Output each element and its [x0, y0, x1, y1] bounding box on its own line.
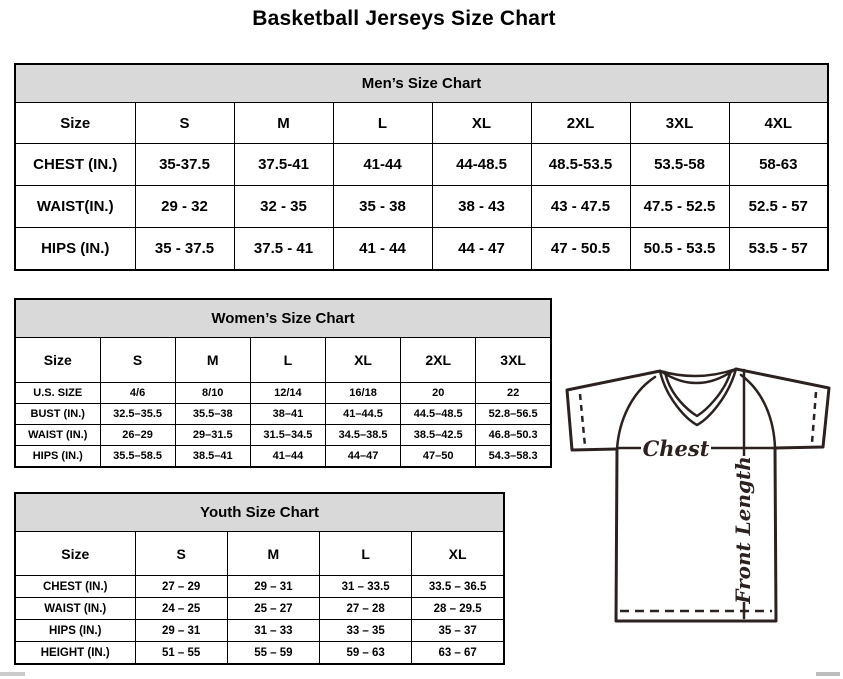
chest-label: Chest [642, 436, 710, 461]
row-label: HIPS (IN.) [15, 228, 135, 271]
table-row [15, 598, 504, 620]
row-label: WAIST (IN.) [15, 598, 135, 620]
size-col-header: L [320, 532, 412, 576]
table-cell: 52.8–56.5 [476, 404, 551, 425]
table-cell: 38.5–42.5 [401, 425, 476, 446]
size-col-header: 3XL [630, 103, 729, 144]
table-cell: 52.5 - 57 [729, 186, 828, 228]
table-cell: 55 – 59 [227, 642, 319, 665]
table-cell: 41-44 [333, 144, 432, 186]
table-cell: 38–41 [250, 404, 325, 425]
table-cell: 8/10 [175, 383, 250, 404]
size-col-header: S [135, 103, 234, 144]
table-row [15, 186, 828, 228]
table-cell: 63 – 67 [412, 642, 504, 665]
table-cell: 31 – 33 [227, 620, 319, 642]
table-cell: 41–44.5 [325, 404, 400, 425]
row-label: BUST (IN.) [15, 404, 100, 425]
size-col-header: XL [325, 338, 400, 383]
size-col-header: M [227, 532, 319, 576]
table-cell: 25 – 27 [227, 598, 319, 620]
size-col-header: S [100, 338, 175, 383]
table-cell: 41 - 44 [333, 228, 432, 271]
table-row [15, 228, 828, 271]
page-title: Basketball Jerseys Size Chart [252, 7, 556, 30]
table-cell: 29 – 31 [135, 620, 227, 642]
table-cell: 59 – 63 [320, 642, 412, 665]
table-cell: 22 [476, 383, 551, 404]
youth-size-table [14, 492, 505, 665]
table-cell: 38.5–41 [175, 446, 250, 468]
table-cell: 47.5 - 52.5 [630, 186, 729, 228]
table-cell: 44-48.5 [432, 144, 531, 186]
table-cell: 58-63 [729, 144, 828, 186]
table-cell: 20 [401, 383, 476, 404]
table-cell: 44.5–48.5 [401, 404, 476, 425]
table-cell: 31.5–34.5 [250, 425, 325, 446]
jersey-right-armhole-seam [741, 375, 775, 448]
bottom-left-fragment [0, 672, 25, 676]
size-header-cell: Size [15, 338, 100, 383]
size-col-header: XL [432, 103, 531, 144]
table-cell: 53.5 - 57 [729, 228, 828, 271]
row-label: U.S. SIZE [15, 383, 100, 404]
table-row [15, 299, 551, 338]
table-row [15, 383, 551, 404]
mens-size-table [14, 63, 829, 271]
table-cell: 41–44 [250, 446, 325, 468]
table-cell: 48.5-53.5 [531, 144, 630, 186]
table-cell: 47 - 50.5 [531, 228, 630, 271]
table-row [15, 64, 828, 103]
table-cell: 33.5 – 36.5 [412, 576, 504, 598]
size-col-header: XL [412, 532, 504, 576]
table-cell: 35 – 37 [412, 620, 504, 642]
bottom-right-fragment [816, 672, 840, 676]
size-header-cell: Size [15, 532, 135, 576]
size-col-header: 2XL [401, 338, 476, 383]
size-col-header: M [234, 103, 333, 144]
row-label: HIPS (IN.) [15, 620, 135, 642]
table-row [15, 576, 504, 598]
table-cell: 44 - 47 [432, 228, 531, 271]
table-cell: 37.5-41 [234, 144, 333, 186]
womens-size-table [14, 298, 552, 468]
table-cell: 29–31.5 [175, 425, 250, 446]
table-cell: 16/18 [325, 383, 400, 404]
table-cell: 35 - 38 [333, 186, 432, 228]
table-cell: 35.5–38 [175, 404, 250, 425]
table-row [15, 446, 551, 468]
youth-table-title: Youth Size Chart [15, 493, 504, 532]
row-label: WAIST(IN.) [15, 186, 135, 228]
table-cell: 43 - 47.5 [531, 186, 630, 228]
table-cell: 32.5–35.5 [100, 404, 175, 425]
table-cell: 27 – 29 [135, 576, 227, 598]
table-row [15, 620, 504, 642]
table-cell: 38 - 43 [432, 186, 531, 228]
table-cell: 47–50 [401, 446, 476, 468]
table-cell: 4/6 [100, 383, 175, 404]
table-cell: 44–47 [325, 446, 400, 468]
table-row [15, 103, 828, 144]
womens-table-title: Women’s Size Chart [15, 299, 551, 338]
table-cell: 35-37.5 [135, 144, 234, 186]
table-cell: 33 – 35 [320, 620, 412, 642]
front-length-label: Front Length [731, 456, 755, 604]
table-row [15, 493, 504, 532]
row-label: WAIST (IN.) [15, 425, 100, 446]
size-col-header: 3XL [476, 338, 551, 383]
table-cell: 27 – 28 [320, 598, 412, 620]
table-cell: 37.5 - 41 [234, 228, 333, 271]
table-cell: 29 – 31 [227, 576, 319, 598]
table-row [15, 144, 828, 186]
jersey-left-cuff-dashed [580, 394, 585, 446]
table-cell: 28 – 29.5 [412, 598, 504, 620]
table-cell: 12/14 [250, 383, 325, 404]
size-col-header: M [175, 338, 250, 383]
table-cell: 31 – 33.5 [320, 576, 412, 598]
jersey-measurement-diagram [555, 355, 843, 635]
size-col-header: L [250, 338, 325, 383]
table-cell: 50.5 - 53.5 [630, 228, 729, 271]
size-col-header: S [135, 532, 227, 576]
table-cell: 34.5–38.5 [325, 425, 400, 446]
table-cell: 54.3–58.3 [476, 446, 551, 468]
table-cell: 32 - 35 [234, 186, 333, 228]
table-cell: 53.5-58 [630, 144, 729, 186]
table-cell: 46.8–50.3 [476, 425, 551, 446]
row-label: CHEST (IN.) [15, 576, 135, 598]
size-col-header: L [333, 103, 432, 144]
table-row [15, 425, 551, 446]
table-cell: 35.5–58.5 [100, 446, 175, 468]
row-label: HEIGHT (IN.) [15, 642, 135, 665]
table-row [15, 404, 551, 425]
table-cell: 35 - 37.5 [135, 228, 234, 271]
table-cell: 51 – 55 [135, 642, 227, 665]
size-header-cell: Size [15, 103, 135, 144]
table-cell: 29 - 32 [135, 186, 234, 228]
row-label: CHEST (IN.) [15, 144, 135, 186]
size-col-header: 2XL [531, 103, 630, 144]
jersey-right-cuff-dashed [812, 392, 816, 443]
mens-table-title: Men’s Size Chart [15, 64, 828, 103]
table-row [15, 532, 504, 576]
table-row [15, 338, 551, 383]
table-row [15, 642, 504, 665]
table-cell: 24 – 25 [135, 598, 227, 620]
size-col-header: 4XL [729, 103, 828, 144]
row-label: HIPS (IN.) [15, 446, 100, 468]
table-cell: 26–29 [100, 425, 175, 446]
